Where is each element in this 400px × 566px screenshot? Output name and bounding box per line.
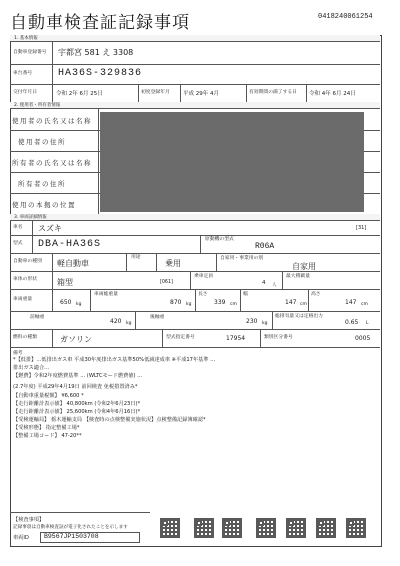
chassis-row — [10, 64, 380, 85]
displacement-value: 0.65 — [345, 319, 359, 326]
height-label: 高さ — [311, 292, 321, 297]
footer-box — [10, 512, 150, 546]
dates-row — [10, 84, 380, 103]
registration-value: 宇都宮 581 え 3308 — [58, 48, 134, 57]
maker-row — [10, 221, 380, 236]
body-row — [10, 271, 380, 290]
total-weight-unit: kg — [186, 302, 192, 307]
total-weight-label: 車両総重量 — [94, 292, 118, 297]
section-owner-heading: 2. 使用者・所有者情報 — [10, 102, 380, 109]
issue-date-label: 交付年月日 — [13, 90, 37, 95]
registration-label: 自動車登録番号 — [13, 50, 47, 55]
width-value: 147 — [285, 299, 297, 306]
weight-unit: kg — [76, 302, 82, 307]
length-value: 339 — [214, 299, 226, 306]
owner-name-label: 所有者の氏名又は名称 — [12, 159, 92, 167]
class-value: 0005 — [355, 335, 371, 342]
fuel-row — [10, 329, 380, 348]
kind-value: 軽自動車 — [57, 259, 89, 268]
redacted-owner-info — [100, 112, 364, 212]
private-label: 自家用・事業用の別 — [220, 256, 264, 261]
rear-axle-label: 後軸重 — [150, 315, 165, 320]
height-value: 147 — [345, 299, 357, 306]
notes-line: 【整備工場コード】 47-20** — [13, 433, 82, 439]
width-unit: cm — [300, 302, 307, 307]
document-title: 自動車検査証記録事項 — [10, 13, 190, 33]
qr-code — [316, 518, 336, 538]
notes-line: 排出ガス適合... — [13, 365, 50, 371]
notes-line: *【低排】...低排出ガス車 平成30年度排出ガス基準50%低減達成車 ※平成17年基準 ... — [13, 357, 216, 363]
car-id-value: B9567JP1503708 — [44, 533, 99, 540]
max-load-label: 最大積載量 — [286, 274, 310, 279]
maker-code: [31] — [356, 225, 367, 231]
weight-value: 650 — [60, 299, 72, 306]
length-label: 長さ — [198, 292, 208, 297]
qr-code — [256, 518, 276, 538]
first-registration-value: 平成 29年 4月 — [183, 91, 219, 97]
fuel-value: ガソリン — [60, 335, 92, 344]
maker-label: 車名 — [13, 225, 23, 230]
footer-heading: 【検査事項】 — [13, 517, 45, 523]
type-no-value: 17954 — [226, 335, 246, 342]
qr-code — [194, 518, 214, 538]
rear-axle-unit: kg — [262, 321, 268, 326]
front-axle-value: 420 — [110, 318, 122, 325]
type-no-label: 型式指定番号 — [166, 335, 195, 340]
body-code: [061] — [160, 280, 173, 285]
expiry-label: 有効期間の満了する日 — [249, 90, 297, 95]
model-label: 型式 — [13, 241, 23, 246]
base-location-label: 使用の本拠の位置 — [12, 201, 76, 209]
kind-row — [10, 253, 380, 272]
notes-heading: 備考 — [13, 351, 23, 356]
class-label: 類別区分番号 — [264, 335, 293, 340]
user-address-label: 使用者の住所 — [18, 138, 66, 146]
notes-line: 【走行距離計表示値】 40,800km (令和2年6月23日)* — [13, 401, 141, 407]
chassis-value: HA36S-329836 — [58, 68, 143, 79]
user-name-label: 使用者の氏名又は名称 — [12, 117, 92, 125]
qr-code — [286, 518, 306, 538]
capacity-value: 4 — [262, 280, 266, 286]
engine-label: 原動機の型式 — [205, 237, 234, 242]
front-axle-unit: kg — [126, 321, 132, 326]
length-unit: cm — [230, 302, 237, 307]
engine-value: R06A — [255, 242, 275, 251]
body-value: 箱型 — [57, 278, 73, 287]
section-vehicle-heading: 3. 車両詳細情報 — [10, 214, 380, 221]
serial-number: 0418240061254 — [318, 13, 373, 21]
model-value: DBA-HA36S — [38, 239, 102, 250]
owner-address-label: 所有者の住所 — [18, 180, 66, 188]
weight-label: 車両重量 — [13, 297, 33, 302]
rear-axle-value: 230 — [246, 318, 258, 325]
section-basic-heading: 1. 基本情報 — [10, 35, 380, 42]
notes-line: 【走行距離計表示値】 25,600km (令和4年6月16日)* — [13, 409, 141, 415]
body-label: 車体の形状 — [13, 277, 37, 282]
capacity-unit: 人 — [272, 283, 277, 288]
capacity-label: 乗車定員 — [194, 274, 214, 279]
use-label: 用途 — [131, 255, 141, 260]
notes-line: 【自動車重量税額】 ¥6,600 * — [13, 393, 84, 399]
issue-date-value: 令和 2年 6月 25日 — [56, 91, 103, 97]
front-axle-label: 前軸重 — [30, 315, 45, 320]
model-row — [10, 235, 380, 254]
qr-code — [346, 518, 366, 538]
footer-line: 記録事項は自動車検査証が電子化されたことを示します — [13, 525, 128, 530]
chassis-label: 車台番号 — [13, 71, 33, 76]
total-weight-value: 870 — [170, 299, 182, 306]
qr-code — [160, 518, 180, 538]
private-value: 自家用 — [292, 262, 316, 271]
qr-code — [222, 518, 242, 538]
height-unit: cm — [361, 302, 368, 307]
car-id-label: 車両ID — [13, 535, 29, 541]
registration-row — [10, 42, 380, 65]
maker-value: スズキ — [38, 224, 62, 233]
displacement-unit: L — [366, 321, 369, 326]
notes-line: 【燃費】令和2年度燃費基準 ... (WLTCモード燃費値) ... — [13, 373, 143, 379]
kind-label: 自動車の種別 — [13, 259, 42, 264]
notes-line: (2.7年度) 平成29年4月19日 前回検査 免税措置済み* — [13, 384, 138, 390]
first-registration-label: 初度登録年月 — [141, 90, 170, 95]
notes-line: 【受検形態】 指定整備工場* — [13, 425, 80, 431]
fuel-label: 燃料の種類 — [13, 335, 37, 340]
expiry-value: 令和 4年 6月 24日 — [309, 91, 356, 97]
notes-line: 【受検運輸局】 栃木運輸支局 【検査時の点検整備実施状況】点検整備記録簿確認* — [13, 417, 206, 423]
use-value: 乗用 — [165, 259, 181, 268]
width-label: 幅 — [243, 292, 248, 297]
weight-row — [10, 289, 380, 312]
displacement-label: 総排気量又は定格出力 — [275, 314, 323, 319]
axle-row — [10, 311, 380, 330]
